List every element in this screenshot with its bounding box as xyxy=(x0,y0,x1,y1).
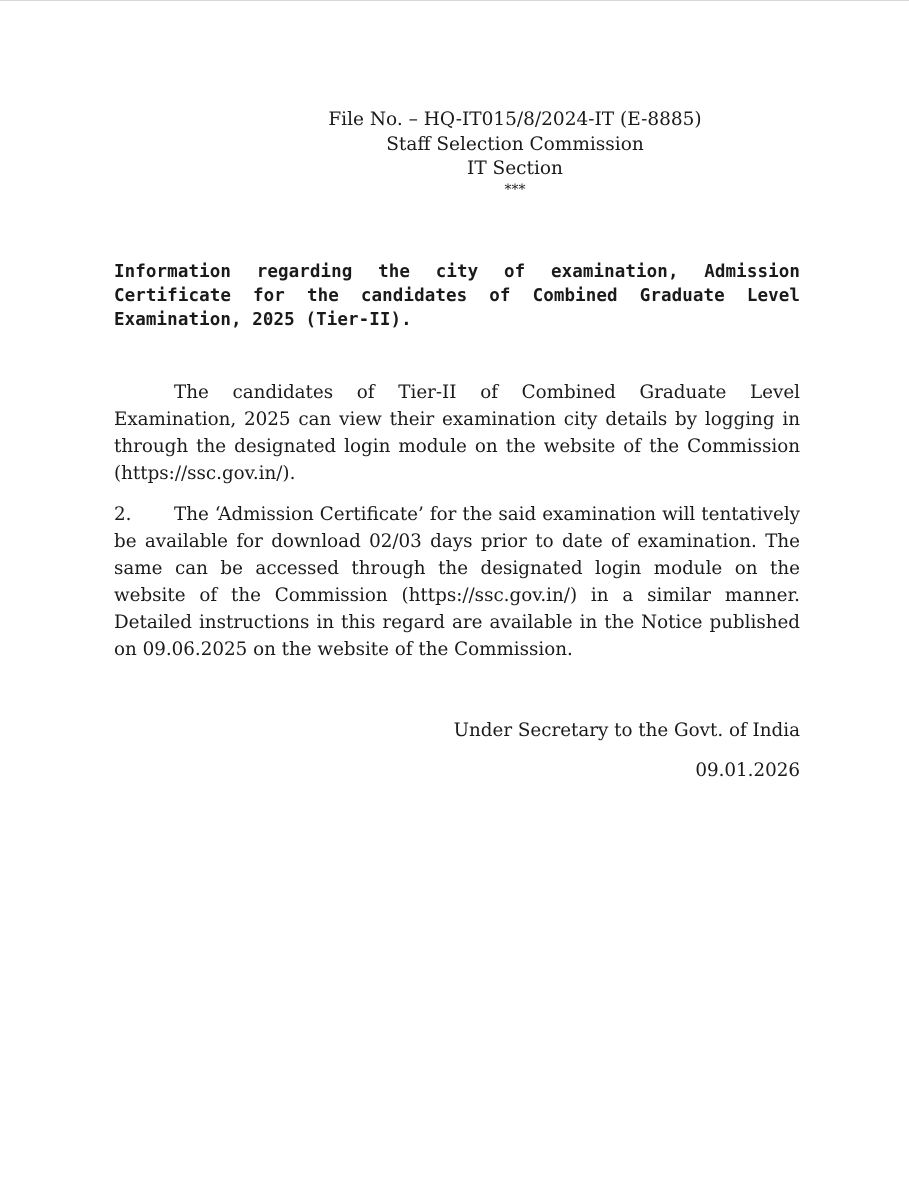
paragraph-1 xyxy=(114,379,800,487)
notice-subject: Information regarding the city of examination, Admission Certificate for the candidates of Combined Graduate Level Examination, 2025 (Tier-II). xyxy=(114,261,800,330)
signatory-designation: Under Secretary to the Govt. of India xyxy=(453,719,800,741)
document-date: 09.01.2026 xyxy=(695,759,800,781)
paragraph-2-number: 2. xyxy=(114,503,132,525)
notice-document xyxy=(114,108,800,784)
page-top-border xyxy=(0,0,909,1)
document-header xyxy=(172,108,858,198)
section-name: IT Section xyxy=(467,158,563,179)
paragraph-1-text: The candidates of Tier-II of Combined Graduate Level Examination, 2025 can view their examination city details by logging in through the designated login module on the website of the Commission (https://ssc.gov.in/). xyxy=(114,381,800,484)
paragraph-2 xyxy=(114,501,800,663)
header-separator: *** xyxy=(504,181,526,198)
file-number: File No. – HQ-IT015/8/2024-IT (E-8885) xyxy=(328,109,702,130)
paragraph-2-text: The ‘Admission Certificate’ for the said examination will tentatively be available for download 02/03 days prior to date of examination. The same can be accessed through the designated login module on the website of the Commission (https://ssc.gov.in/) in a similar manner. Detailed instructions in this regard are available in the Notice published on 09.06.2025 on the website of the Commission. xyxy=(114,503,800,660)
organization-name: Staff Selection Commission xyxy=(386,133,644,155)
